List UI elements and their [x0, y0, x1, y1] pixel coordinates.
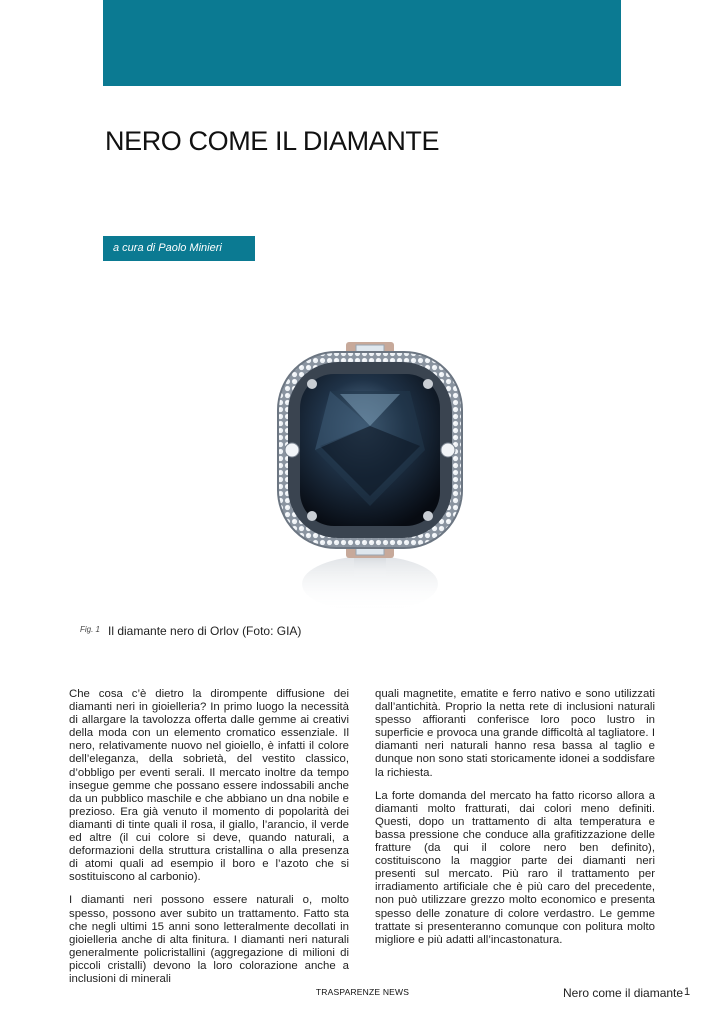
paragraph: Che cosa c’è dietro la dirompente diffusione dei diamanti neri in gioielleria? In primo luogo la necessità di allargare la tavolozza offerta dalle gemme ai creativi della moda con un elemento cromatico essenziale. Il nero, relativamente nuovo nel gioiello, è infatti il colore dell’eleganza, della sobrietà, del vestito classico, d’obbligo per eventi serali. Il mercato inoltre da tempo insegue gemme che possano essere indossabili anche da un pubblico maschile e che abbiano un dna nobile e prezioso. Era già venuto il momento di popolarità dei diamanti di tinte quali il rosa, il giallo, l’arancio, il verde ed altre (il cui colore si deve, quando naturali, a deformazioni della struttura cristallina o alla presenza di atomi quali ad esempio il boro e l’azoto che si sostituiscono al carbonio).: [69, 688, 349, 884]
paragraph: La forte domanda del mercato ha fatto ricorso allora a diamanti molto fratturati, dai colori meno definiti. Questi, dopo un trattamento di alta temperatura e bassa pressione che conduce alla grafitizzazione delle fratture (da qui il colore nero ben definito), costituiscono la maggior parte dei diamanti neri presenti sul mercato. Più raro il trattamento per irradiamento artificiale che è più caro del precedente, non può utilizzare grezzo molto economico e presenta spesso delle zonature di colore verdastro. Le gemme trattate si presenteranno comunque con politura molto migliore e più adatti all’incastonatura.: [375, 789, 655, 946]
figure-caption: Il diamante nero di Orlov (Foto: GIA): [108, 624, 302, 638]
footer-magazine-name: TRASPARENZE NEWS: [315, 987, 410, 997]
paragraph: I diamanti neri possono essere naturali o, molto spesso, possono aver subito un trattamento. Fatto sta che negli ultimi 15 anni sono letteralmente decollati in gioielleria anche di alta finitura. I diamanti neri naturali generalmente policristallini (aggregazione di milioni di piccoli cristalli) devono la loro colorazione anche a inclusioni di minerali: [69, 894, 349, 985]
ring-reflection: [302, 556, 438, 612]
article-column-left: [69, 688, 349, 996]
page-number: 1: [684, 986, 691, 998]
figure-number: Fig. 1: [80, 625, 101, 634]
black-diamond-ring-photo: [270, 336, 470, 614]
page-title: NERO COME IL DIAMANTE: [105, 126, 440, 156]
paragraph: quali magnetite, ematite e ferro nativo e sono utilizzati dall’antichità. Proprio la netta rete di inclusioni naturali spesso affioranti conferisce loro poco lustro in superficie e provoca una grande difficoltà al tagliatore. I diamanti neri naturali hanno resa bassa al taglio e dunque non sono stati storicamente idonei a soddisfare la richiesta.: [375, 688, 655, 779]
article-column-right: [375, 688, 655, 957]
author-byline: a cura di Paolo Minieri: [103, 236, 255, 261]
footer-running-title: Nero come il diamante: [563, 986, 684, 1000]
header-color-band: [103, 0, 621, 86]
